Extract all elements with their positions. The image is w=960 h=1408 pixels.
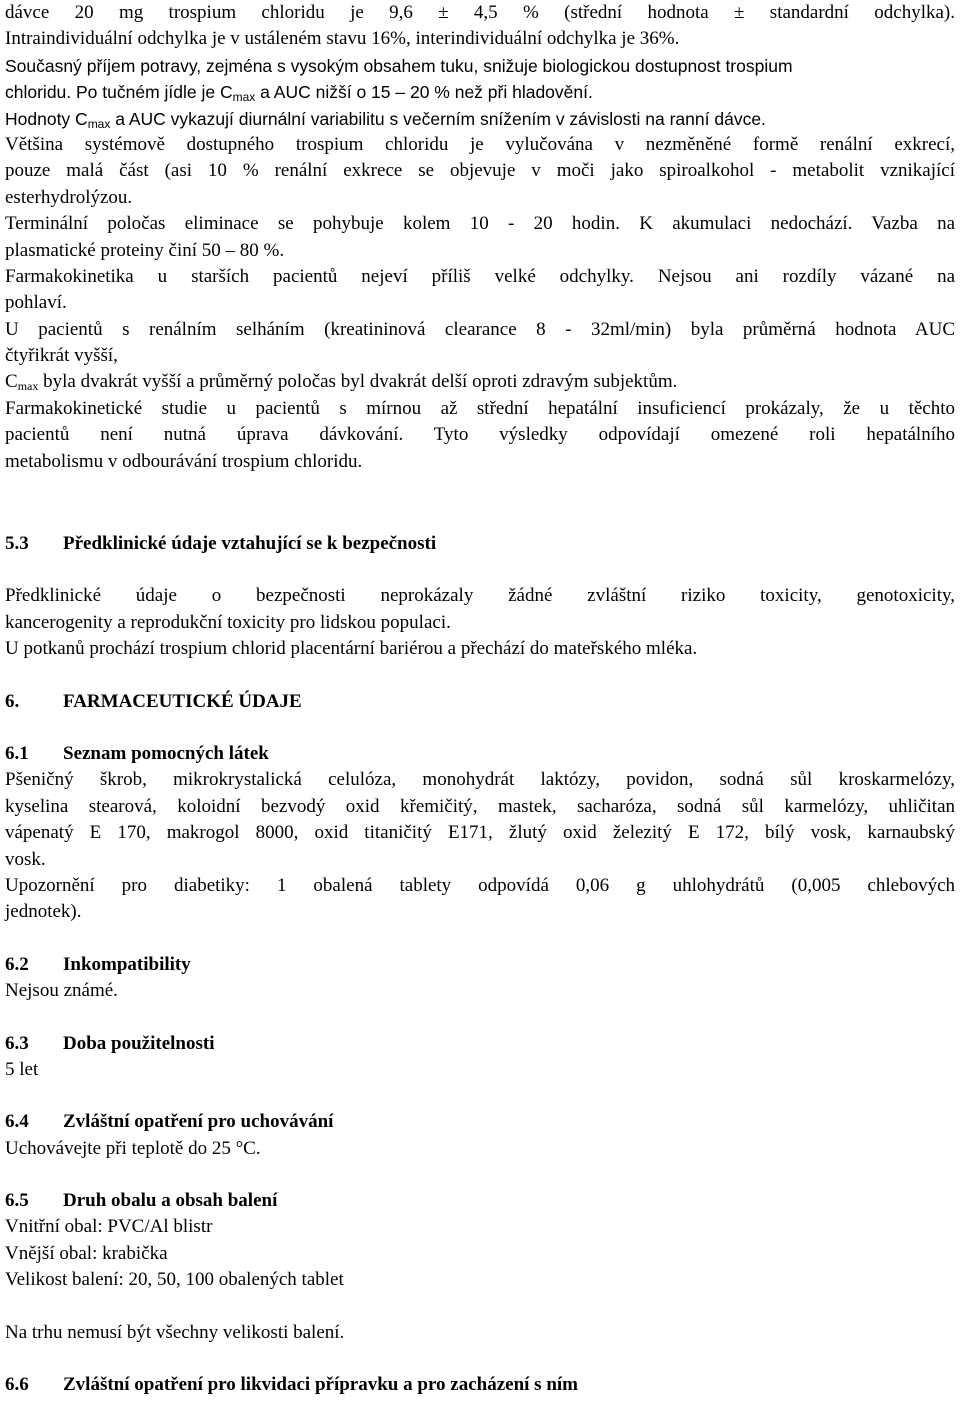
paragraph-line	[5, 369, 955, 395]
paragraph-line: U pacientů s renálním selháním (kreatininová clearance 8 - 32ml/min) byla průměrná hodnota AUC	[5, 318, 955, 340]
paragraph-line: plasmatické proteiny činí 50 – 80 %.	[5, 239, 285, 261]
section-number: 6.4	[5, 1111, 29, 1133]
section-6-1	[5, 741, 955, 926]
paragraph-line: U potkanů prochází trospium chlorid placentární bariérou a přechází do mateřského mléka.	[5, 638, 698, 660]
paragraph-line: Pšeničný škrob, mikrokrystalická celulóza, monohydrát laktózy, povidon, sodná sůl kroskarmelózy,	[5, 769, 955, 791]
text-run: byla dvakrát vyšší a průměrný poločas byl dvakrát delší oproti zdravým subjektům.	[38, 371, 678, 393]
section-heading	[5, 1031, 955, 1057]
paragraph-line: čtyřikrát vyšší,	[5, 345, 118, 367]
paragraph-line: Současný příjem potravy, zejména s vysokým obsahem tuku, snižuje biologickou dostupnost trospium	[5, 55, 793, 76]
paragraph-line: Uchovávejte při teplotě do 25 °C.	[5, 1137, 261, 1159]
text-run: a AUC nižší o 15 – 20 % než při hladovění.	[255, 82, 593, 103]
section-heading	[5, 1109, 955, 1135]
paragraph-line: kyselina stearová, koloidní bezvodý oxid křemičitý, mastek, sacharóza, sodná sůl karmelózy, uhličitan	[5, 795, 955, 817]
subscript: max	[87, 116, 111, 131]
section-6-4	[5, 1109, 955, 1162]
section-heading	[5, 1188, 955, 1214]
document-page	[5, 0, 955, 1398]
paragraph-line: dávce 20 mg trospium chloridu je 9,6 ± 4,5 % (střední hodnota ± standardní odchylka).	[5, 2, 955, 23]
section-number: 6.5	[5, 1190, 29, 1212]
paragraph-line: Upozornění pro diabetiky: 1 obalená tablety odpovídá 0,06 g uhlohydrátů (0,005 chlebových	[5, 874, 955, 896]
section-title: Doba použitelnosti	[63, 1032, 215, 1054]
section-heading	[5, 741, 955, 767]
chapter-heading	[5, 689, 955, 715]
paragraph-line: Farmakokinetika u starších pacientů nejeví příliš velké odchylky. Nejsou ani rozdíly vázané na	[5, 265, 955, 287]
section-number: 6.3	[5, 1032, 29, 1054]
paragraph-line	[5, 106, 955, 132]
section-5-3	[5, 531, 955, 663]
section-heading	[5, 1372, 955, 1398]
text-run: C	[5, 371, 18, 393]
paragraph-line: vápenatý E 170, makrogol 8000, oxid titaničitý E171, žlutý oxid železitý E 172, bílý vosk, karnaubský	[5, 822, 955, 844]
paragraph-line: jednotek).	[5, 901, 82, 923]
section-heading	[5, 952, 955, 978]
text-run: chloridu. Po tučném jídle je C	[5, 82, 233, 103]
paragraph-line: Na trhu nemusí být všechny velikosti balení.	[5, 1321, 345, 1343]
paragraph-line: metabolismu v odbourávání trospium chloridu.	[5, 450, 363, 472]
paragraph-line: kancerogenity a reprodukční toxicity pro lidskou populaci.	[5, 611, 451, 633]
paragraph-line: pouze malá část (asi 10 % renální exkrece se objevuje v moči jako spiroalkohol - metabolit vznikající	[5, 160, 955, 182]
subscript: max	[232, 90, 256, 105]
section-number: 6.2	[5, 953, 29, 975]
section-title: Předklinické údaje vztahující se k bezpečnosti	[63, 533, 437, 555]
section-title: FARMACEUTICKÉ ÚDAJE	[63, 690, 302, 712]
section-number: 6.	[5, 690, 20, 712]
text-run: a AUC vykazují diurnální variabilitu s večerním snížením v závislosti na ranní dávce.	[110, 108, 766, 129]
text-run: Hodnoty C	[5, 108, 88, 129]
section-6-3	[5, 1031, 955, 1084]
section-6-2	[5, 952, 955, 1005]
paragraph-line	[5, 79, 955, 105]
section-number: 6.6	[5, 1374, 29, 1396]
paragraph-line: Velikost balení: 20, 50, 100 obalených tablet	[5, 1269, 344, 1291]
paragraph-line: pacientů není nutná úprava dávkování. Tyto výsledky odpovídají omezené roli hepatálního	[5, 424, 955, 446]
paragraph-line: Farmakokinetické studie u pacientů s mírnou až střední hepatální insuficiencí prokázaly, že u těchto	[5, 397, 955, 419]
section-title: Zvláštní opatření pro likvidaci přípravku a pro zacházení s ním	[63, 1374, 578, 1396]
paragraph-line: Většina systémově dostupného trospium chloridu je vylučována v nezměněné formě renální exkrecí,	[5, 133, 955, 155]
section-title: Seznam pomocných látek	[63, 742, 269, 764]
section-6	[5, 689, 955, 715]
section-6-5	[5, 1188, 955, 1346]
section-title: Zvláštní opatření pro uchovávání	[63, 1111, 334, 1133]
section-6-6	[5, 1372, 955, 1398]
section-number: 6.1	[5, 742, 29, 764]
paragraph-line: 5 let	[5, 1058, 39, 1080]
paragraph-line: Vnitřní obal: PVC/Al blistr	[5, 1216, 213, 1238]
paragraph-line: esterhydrolýzou.	[5, 186, 133, 208]
paragraph-line: Terminální poločas eliminace se pohybuje kolem 10 - 20 hodin. K akumulaci nedochází. Vazba na	[5, 213, 955, 235]
paragraph-line: pohlaví.	[5, 292, 67, 314]
section-title: Druh obalu a obsah balení	[63, 1190, 278, 1212]
paragraph-line: Intraindividuální odchylka je v ustáleném stavu 16%, interindividuální odchylka je 36%.	[5, 28, 680, 50]
subscript: max	[17, 379, 39, 394]
section-pharmacokinetics	[5, 0, 955, 475]
section-heading	[5, 531, 955, 557]
section-number: 5.3	[5, 533, 29, 555]
paragraph-line: Nejsou známé.	[5, 980, 118, 1002]
section-title: Inkompatibility	[63, 953, 191, 975]
paragraph-line: Vnější obal: krabička	[5, 1242, 168, 1264]
paragraph-line: vosk.	[5, 848, 46, 870]
paragraph-line: Předklinické údaje o bezpečnosti neprokázaly žádné zvláštní riziko toxicity, genotoxicity,	[5, 585, 955, 607]
